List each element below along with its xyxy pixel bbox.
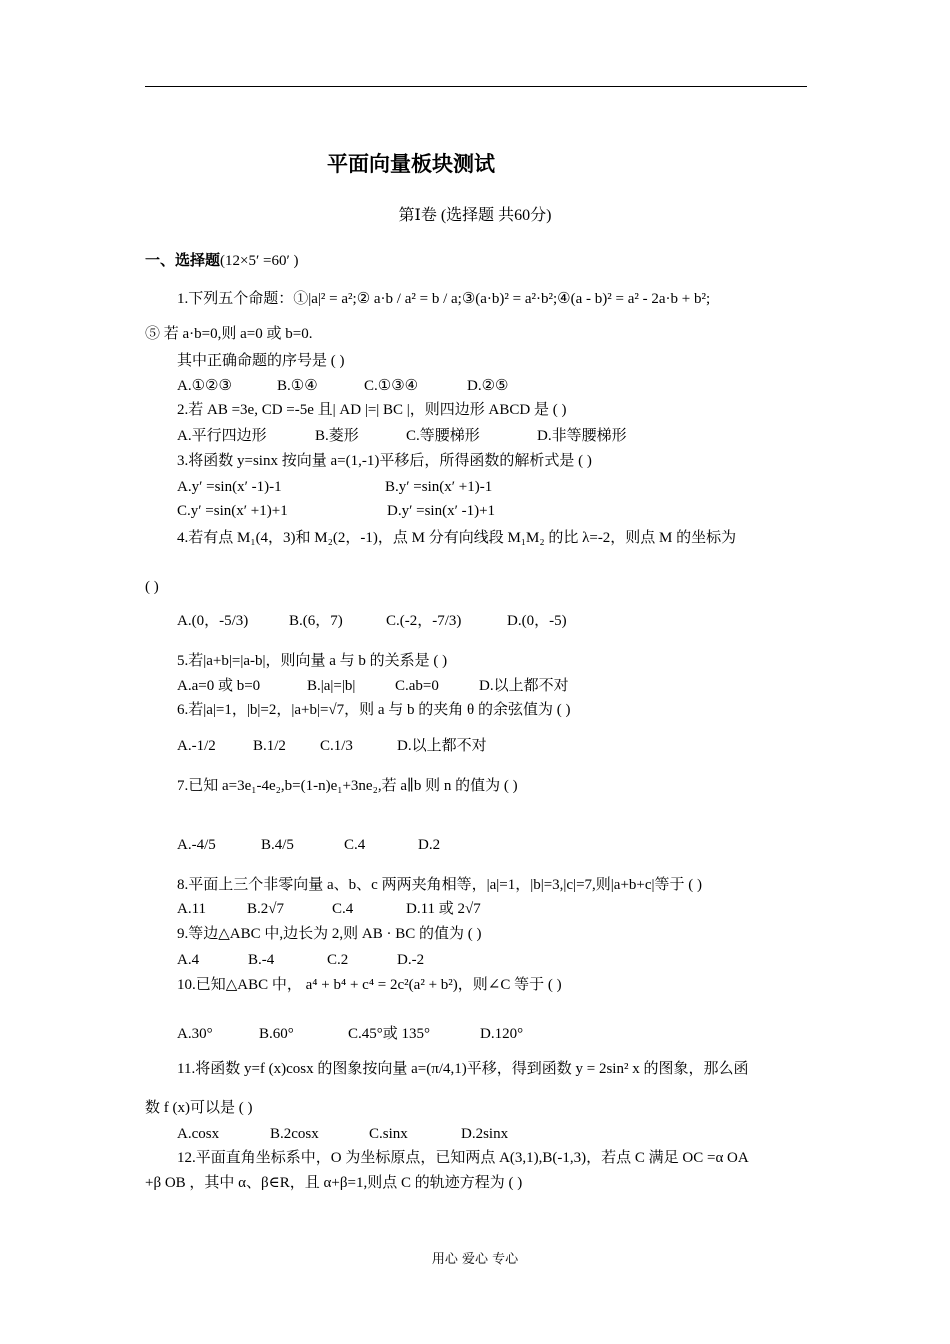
q5-option-d: D.以上都不对 bbox=[479, 678, 569, 694]
q10-option-c: C.45°或 135° bbox=[348, 1026, 431, 1042]
q6-stem: 6.若|a|=1，|b|=2，|a+b|=√7，则 a 与 b 的夹角 θ 的余弦值为 ( ) bbox=[177, 702, 571, 718]
q5-option-c: C.ab=0 bbox=[395, 678, 439, 694]
q9-stem: 9.等边△ABC 中,边长为 2,则 AB · BC 的值为 ( ) bbox=[177, 926, 482, 942]
section-label: 一、选择题 bbox=[145, 253, 221, 269]
page-footer: 用心 爱心 专心 bbox=[431, 1252, 519, 1267]
q6-option-b: B.1/2 bbox=[253, 738, 286, 754]
q8-stem: 8.平面上三个非零向量 a、b、c 两两夹角相等，|a|=1，|b|=3,|c|=7,则|a+b+c|等于 ( ) bbox=[177, 877, 703, 893]
q8-option-a: A.11 bbox=[177, 901, 207, 917]
q11-option-b: B.2cosx bbox=[270, 1126, 319, 1142]
q5-stem: 5.若|a+b|=|a-b|，则向量 a 与 b 的关系是 ( ) bbox=[177, 653, 448, 669]
q4-continuation: ( ) bbox=[145, 579, 159, 595]
q4-option-d: D.(0，-5) bbox=[507, 613, 567, 629]
q3-option-a: A.y′ =sin(x′ -1)-1 bbox=[177, 479, 282, 495]
q2-stem: 2.若 AB =3e, CD =-5e 且| AD |=| BC |，则四边形 ABCD 是 ( ) bbox=[177, 402, 567, 418]
q1-option-a: A.①②③ bbox=[177, 378, 232, 394]
q3-option-d: D.y′ =sin(x′ -1)+1 bbox=[387, 503, 496, 519]
q4-option-c: C.(-2，-7/3) bbox=[386, 613, 462, 629]
q1-stem: 1.下列五个命题：①|a|² = a²;② a·b / a² = b / a;③(a·b)² = a²·b²;④(a - b)² = a² - 2a·b + b²; bbox=[177, 291, 711, 307]
q6-option-c: C.1/3 bbox=[320, 738, 353, 754]
q11-option-c: C.sinx bbox=[369, 1126, 408, 1142]
q2-option-b: B.菱形 bbox=[315, 428, 359, 444]
q7-option-d: D.2 bbox=[418, 837, 441, 853]
q11-option-a: A.cosx bbox=[177, 1126, 220, 1142]
q1-option-b: B.①④ bbox=[277, 378, 318, 394]
q8-option-c: C.4 bbox=[332, 901, 354, 917]
q12-stem: 12.平面直角坐标系中，O 为坐标原点，已知两点 A(3,1),B(-1,3)，若点 C 满足 OC =α OA bbox=[177, 1150, 749, 1166]
q10-stem: 10.已知△ABC 中， a⁴ + b⁴ + c⁴ = 2c²(a² + b²)，则∠C 等于 ( ) bbox=[177, 977, 562, 993]
q8-option-b: B.2√7 bbox=[247, 901, 284, 917]
q5-option-b: B.|a|=|b| bbox=[307, 678, 356, 694]
page-title: 平面向量板块测试 bbox=[327, 152, 495, 176]
q1-option-c: C.①③④ bbox=[364, 378, 419, 394]
q9-option-b: B.-4 bbox=[248, 952, 275, 968]
q1-continuation: ⑤ 若 a·b=0,则 a=0 或 b=0. bbox=[145, 326, 313, 342]
q7-option-b: B.4/5 bbox=[261, 837, 294, 853]
q1-ask: 其中正确命题的序号是 ( ) bbox=[177, 353, 345, 369]
q11-option-d: D.2sinx bbox=[461, 1126, 509, 1142]
section-score: (12×5′ =60′ ) bbox=[220, 253, 299, 269]
q5-option-a: A.a=0 或 b=0 bbox=[177, 678, 261, 694]
q10-option-a: A.30° bbox=[177, 1026, 213, 1042]
q7-option-c: C.4 bbox=[344, 837, 366, 853]
q4-stem: 4.若有点 M₁(4，3)和 M₂(2，-1)，点 M 分有向线段 M₁M₂ 的比 λ=-2，则点 M 的坐标为 bbox=[177, 530, 737, 546]
header-rule bbox=[145, 86, 807, 87]
q4-option-a: A.(0，-5/3) bbox=[177, 613, 249, 629]
q12-continuation: +β OB ，其中 α、β∈R，且 α+β=1,则点 C 的轨迹方程为 ( ) bbox=[145, 1175, 523, 1191]
q10-option-b: B.60° bbox=[259, 1026, 294, 1042]
q9-option-d: D.-2 bbox=[397, 952, 425, 968]
q3-option-b: B.y′ =sin(x′ +1)-1 bbox=[385, 479, 493, 495]
section-heading bbox=[145, 250, 299, 272]
q3-stem: 3.将函数 y=sinx 按向量 a=(1,-1)平移后，所得函数的解析式是 ( ) bbox=[177, 453, 592, 469]
q4-option-b: B.(6，7) bbox=[289, 613, 343, 629]
q1-option-d: D.②⑤ bbox=[467, 378, 509, 394]
q2-option-d: D.非等腰梯形 bbox=[537, 428, 627, 444]
q7-option-a: A.-4/5 bbox=[177, 837, 216, 853]
q2-option-a: A.平行四边形 bbox=[177, 428, 267, 444]
q8-option-d: D.11 或 2√7 bbox=[406, 901, 481, 917]
q11-continuation: 数 f (x)可以是 ( ) bbox=[145, 1100, 253, 1116]
page-subtitle: 第Ⅰ卷 (选择题 共60分) bbox=[398, 207, 552, 224]
q3-option-c: C.y′ =sin(x′ +1)+1 bbox=[177, 503, 288, 519]
q9-option-a: A.4 bbox=[177, 952, 200, 968]
q11-stem: 11.将函数 y=f (x)cosx 的图象按向量 a=(π/4,1)平移，得到函数 y = 2sin² x 的图象，那么函 bbox=[177, 1061, 749, 1077]
q9-option-c: C.2 bbox=[327, 952, 349, 968]
q10-option-d: D.120° bbox=[480, 1026, 524, 1042]
q2-option-c: C.等腰梯形 bbox=[406, 428, 480, 444]
q6-option-a: A.-1/2 bbox=[177, 738, 216, 754]
q6-option-d: D.以上都不对 bbox=[397, 738, 487, 754]
q7-stem: 7.已知 a=3e₁-4e₂,b=(1-n)e₁+3ne₂,若 a∥b 则 n 的值为 ( ) bbox=[177, 778, 518, 794]
